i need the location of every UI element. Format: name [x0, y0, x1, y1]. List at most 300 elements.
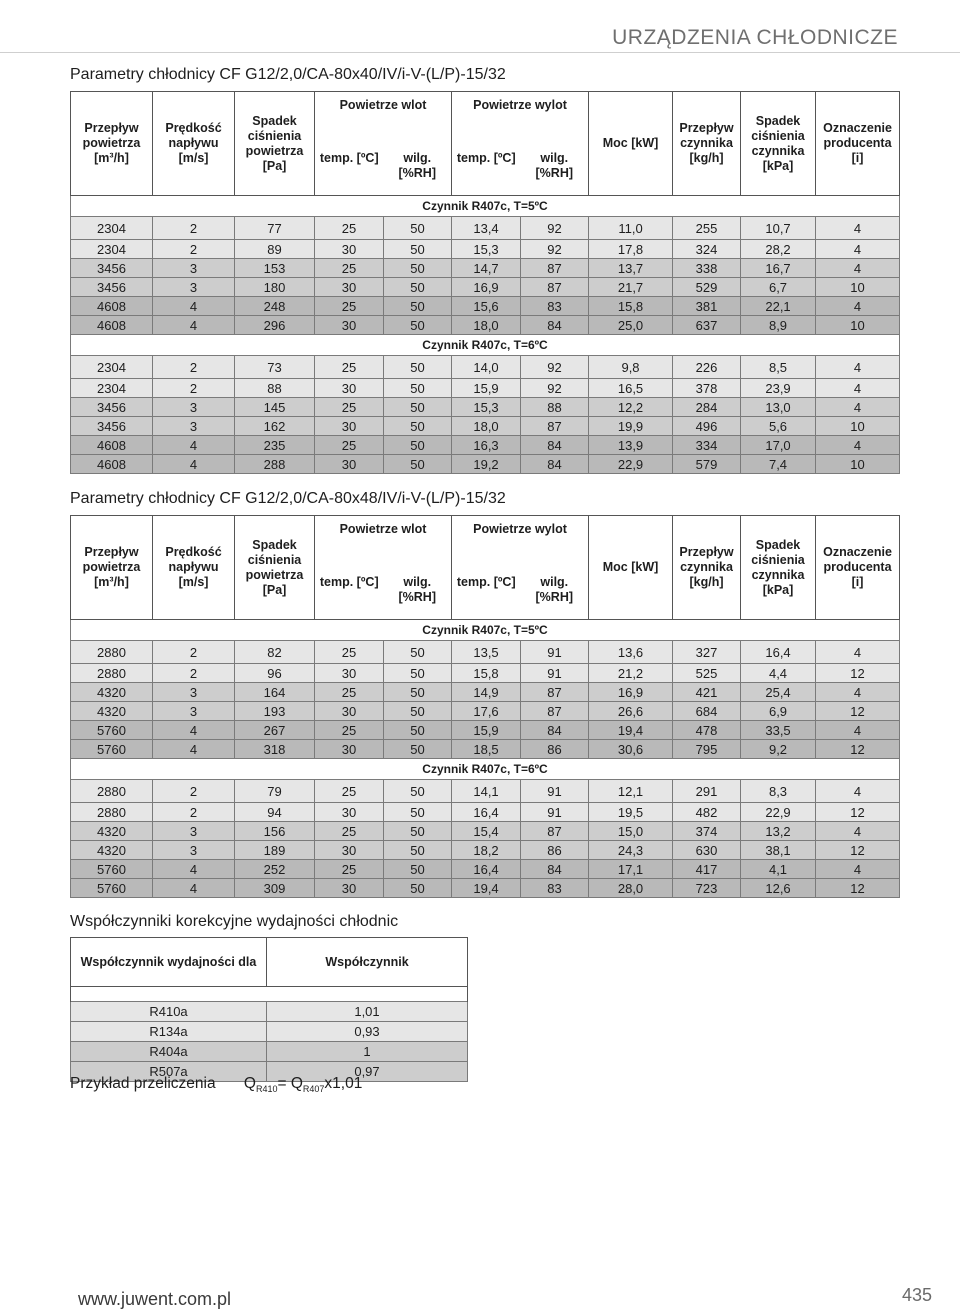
table-cell: 50: [384, 841, 452, 860]
table-cell: 30: [315, 702, 384, 721]
cooler-params-table-1: [70, 91, 900, 474]
table-cell: 30: [315, 841, 384, 860]
table-cell: 10,7: [741, 217, 816, 240]
table-cell: 15,9: [452, 721, 521, 740]
table-cell: 12,2: [589, 398, 673, 417]
footer-url: www.juwent.com.pl: [78, 1289, 232, 1309]
table-cell: 15,4: [452, 822, 521, 841]
table-cell: 21,7: [589, 278, 673, 297]
table-cell: 88: [521, 398, 589, 417]
table-cell: 12: [816, 841, 900, 860]
table-cell: 25: [315, 356, 384, 379]
table-cell: 22,1: [741, 297, 816, 316]
table-cell: 30: [315, 240, 384, 259]
table1-title: Parametry chłodnicy CF G12/2,0/CA-80x40/IV/i-V-(L/P)-15/32: [70, 66, 506, 83]
table-row: [71, 683, 900, 702]
table-cell: 16,7: [741, 259, 816, 278]
table-cell: 374: [673, 822, 741, 841]
table-cell: 25: [315, 259, 384, 278]
table-cell: 84: [521, 436, 589, 455]
table-cell: 4: [153, 297, 235, 316]
table-cell: 417: [673, 860, 741, 879]
table-cell: 50: [384, 664, 452, 683]
table-cell: 338: [673, 259, 741, 278]
col-pressure-drop-air: Spadek ciśnienia powietrza [Pa]: [235, 516, 315, 620]
table-cell: 4608: [71, 455, 153, 474]
table-cell: 83: [521, 297, 589, 316]
table-cell: 73: [235, 356, 315, 379]
table-cell: 50: [384, 780, 452, 803]
table-cell: 84: [521, 860, 589, 879]
table-cell: 87: [521, 702, 589, 721]
table-cell: 5760: [71, 740, 153, 759]
col-power: Moc [kW]: [589, 92, 673, 196]
col-air-in-humidity: wilg. [%RH]: [384, 569, 452, 620]
col-power: Moc [kW]: [589, 516, 673, 620]
table-cell: 4: [816, 436, 900, 455]
table-cell: 50: [384, 417, 452, 436]
col-air-out-temp: temp. [ºC]: [452, 145, 521, 196]
table-cell: 4: [816, 780, 900, 803]
table-cell: 14,0: [452, 356, 521, 379]
table-cell: 4: [816, 721, 900, 740]
correction-factors-table: [70, 937, 468, 1082]
table-cell: 3456: [71, 417, 153, 436]
refrigerant-name: R410a: [71, 1002, 267, 1022]
table-cell: 50: [384, 316, 452, 335]
col-refrigerant: Współczynnik wydajności dla: [71, 938, 267, 987]
table-cell: 4: [816, 356, 900, 379]
table-cell: 2: [153, 356, 235, 379]
table-cell: 50: [384, 803, 452, 822]
table-cell: 13,0: [741, 398, 816, 417]
table-cell: 17,1: [589, 860, 673, 879]
table-cell: 10: [816, 455, 900, 474]
table-cell: 50: [384, 740, 452, 759]
table-row: [71, 240, 900, 259]
table-cell: 3456: [71, 398, 153, 417]
table-cell: 482: [673, 803, 741, 822]
table-row: [71, 259, 900, 278]
table-cell: 79: [235, 780, 315, 803]
table-cell: 18,0: [452, 417, 521, 436]
table-cell: 6,7: [741, 278, 816, 297]
table-cell: 9,2: [741, 740, 816, 759]
table-cell: 12: [816, 879, 900, 898]
table-cell: 91: [521, 664, 589, 683]
table-cell: 28,2: [741, 240, 816, 259]
table-cell: 25: [315, 822, 384, 841]
table-cell: 91: [521, 780, 589, 803]
table-cell: 16,4: [741, 641, 816, 664]
table-cell: 50: [384, 217, 452, 240]
table-cell: 30: [315, 316, 384, 335]
table-cell: 30: [315, 417, 384, 436]
factor-value: 1: [267, 1042, 468, 1062]
table-cell: 378: [673, 379, 741, 398]
table-cell: 50: [384, 822, 452, 841]
table-cell: 25,4: [741, 683, 816, 702]
col-air-flow: Przepływ powietrza [m³/h]: [71, 92, 153, 196]
table-cell: 4608: [71, 436, 153, 455]
table-cell: 2304: [71, 240, 153, 259]
refrigerant-name: R134a: [71, 1022, 267, 1042]
table-cell: 13,2: [741, 822, 816, 841]
table-cell: 30,6: [589, 740, 673, 759]
table-cell: 284: [673, 398, 741, 417]
table-cell: 4320: [71, 702, 153, 721]
table-cell: 96: [235, 664, 315, 683]
table-cell: 3456: [71, 259, 153, 278]
col-refrigerant-flow: Przepływ czynnika [kg/h]: [673, 92, 741, 196]
table-row: [71, 356, 900, 379]
col-air-out: Powietrze wylot: [452, 92, 589, 146]
col-air-in-temp: temp. [ºC]: [315, 569, 384, 620]
table-cell: 723: [673, 879, 741, 898]
table-cell: 19,5: [589, 803, 673, 822]
table-cell: 30: [315, 379, 384, 398]
table-cell: 248: [235, 297, 315, 316]
table-cell: 30: [315, 455, 384, 474]
table-cell: 28,0: [589, 879, 673, 898]
table-cell: 10: [816, 316, 900, 335]
table-cell: 87: [521, 822, 589, 841]
table-cell: 4: [816, 217, 900, 240]
table-cell: 4320: [71, 822, 153, 841]
table-cell: 30: [315, 879, 384, 898]
table2-title: Parametry chłodnicy CF G12/2,0/CA-80x48/IV/i-V-(L/P)-15/32: [70, 490, 506, 507]
table-cell: 193: [235, 702, 315, 721]
table-cell: 3: [153, 822, 235, 841]
table-cell: 84: [521, 721, 589, 740]
table-cell: 17,6: [452, 702, 521, 721]
table-cell: 2: [153, 780, 235, 803]
table-cell: 15,0: [589, 822, 673, 841]
table-cell: 496: [673, 417, 741, 436]
table-cell: 2: [153, 240, 235, 259]
table-cell: 4: [153, 879, 235, 898]
table-cell: 84: [521, 316, 589, 335]
table-cell: 2: [153, 664, 235, 683]
factor-value: 0,97: [267, 1062, 468, 1082]
table-cell: 50: [384, 455, 452, 474]
table-cell: 25: [315, 641, 384, 664]
correction-title: Współczynniki korekcyjne wydajności chłodnic: [70, 913, 399, 930]
col-velocity: Prędkość napływu [m/s]: [153, 516, 235, 620]
table-cell: 4: [153, 721, 235, 740]
table-cell: 12,1: [589, 780, 673, 803]
table-cell: 87: [521, 683, 589, 702]
table-cell: 15,6: [452, 297, 521, 316]
table-cell: 421: [673, 683, 741, 702]
col-refrigerant-flow: Przepływ czynnika [kg/h]: [673, 516, 741, 620]
table-cell: 5,6: [741, 417, 816, 436]
table-cell: 13,4: [452, 217, 521, 240]
table-cell: 4: [816, 683, 900, 702]
table-cell: 16,9: [452, 278, 521, 297]
table-cell: 630: [673, 841, 741, 860]
table-cell: 15,9: [452, 379, 521, 398]
table-cell: 50: [384, 259, 452, 278]
table-cell: 5760: [71, 879, 153, 898]
table-cell: 86: [521, 841, 589, 860]
table-cell: 16,4: [452, 860, 521, 879]
table-cell: 2: [153, 803, 235, 822]
table-cell: 25: [315, 860, 384, 879]
table-cell: 12,6: [741, 879, 816, 898]
table-cell: 252: [235, 860, 315, 879]
table-cell: 50: [384, 379, 452, 398]
table-row: [71, 278, 900, 297]
table-cell: 145: [235, 398, 315, 417]
table-cell: 86: [521, 740, 589, 759]
table-cell: 92: [521, 356, 589, 379]
table-cell: 4: [153, 436, 235, 455]
table-cell: 30: [315, 803, 384, 822]
table-cell: 18,2: [452, 841, 521, 860]
table-row: [71, 297, 900, 316]
table-cell: 82: [235, 641, 315, 664]
table-cell: 6,9: [741, 702, 816, 721]
table-cell: 4: [816, 398, 900, 417]
table-cell: 94: [235, 803, 315, 822]
table-row: [71, 803, 900, 822]
table-cell: 83: [521, 879, 589, 898]
table-cell: 2304: [71, 356, 153, 379]
table-row: [71, 455, 900, 474]
table-cell: 50: [384, 860, 452, 879]
page-number: 435: [902, 1285, 933, 1305]
table-cell: 18,0: [452, 316, 521, 335]
table-cell: 17,8: [589, 240, 673, 259]
table-cell: 25: [315, 436, 384, 455]
refrigerant-name: R404a: [71, 1042, 267, 1062]
table-cell: 4,4: [741, 664, 816, 683]
table-cell: 10: [816, 278, 900, 297]
table-cell: 4: [816, 259, 900, 278]
table-cell: 25,0: [589, 316, 673, 335]
page-header-title: URZĄDZENIA CHŁODNICZE: [612, 26, 898, 49]
table-cell: 637: [673, 316, 741, 335]
table-cell: 4,1: [741, 860, 816, 879]
table-cell: 25: [315, 780, 384, 803]
table-cell: 235: [235, 436, 315, 455]
table-cell: 291: [673, 780, 741, 803]
table-cell: 15,3: [452, 398, 521, 417]
col-pressure-drop-refrigerant: Spadek ciśnienia czynnika [kPa]: [741, 516, 816, 620]
table-cell: 92: [521, 217, 589, 240]
table-cell: 16,4: [452, 803, 521, 822]
table-cell: 3: [153, 702, 235, 721]
table-cell: 25: [315, 683, 384, 702]
header-spacer: [71, 987, 468, 1002]
table-row: [71, 841, 900, 860]
table-cell: 21,2: [589, 664, 673, 683]
table-cell: 18,5: [452, 740, 521, 759]
table-cell: 26,6: [589, 702, 673, 721]
example-label: Przykład przeliczenia: [70, 1075, 216, 1092]
table-cell: 91: [521, 641, 589, 664]
table-cell: 12: [816, 664, 900, 683]
table-cell: 33,5: [741, 721, 816, 740]
table-cell: 89: [235, 240, 315, 259]
table-cell: 4608: [71, 297, 153, 316]
col-pressure-drop-air: Spadek ciśnienia powietrza [Pa]: [235, 92, 315, 196]
table-cell: 24,3: [589, 841, 673, 860]
col-air-in: Powietrze wlot: [315, 516, 452, 570]
table-row: [71, 1002, 468, 1022]
factor-value: 0,93: [267, 1022, 468, 1042]
table-cell: 50: [384, 879, 452, 898]
table-row: [71, 1042, 468, 1062]
table-cell: 15,8: [452, 664, 521, 683]
example-formula: $Q_{R410}= Q_{R407}x1,01$: [243, 1075, 363, 1095]
col-air-out: Powietrze wylot: [452, 516, 589, 570]
table-cell: 296: [235, 316, 315, 335]
table-cell: 19,9: [589, 417, 673, 436]
table-cell: 22,9: [589, 455, 673, 474]
table-cell: 309: [235, 879, 315, 898]
table-row: [71, 879, 900, 898]
table-cell: 19,2: [452, 455, 521, 474]
table-cell: 50: [384, 683, 452, 702]
refrigerant-group-label: Czynnik R407c, T=5ºC: [71, 620, 900, 641]
table-cell: 12: [816, 803, 900, 822]
table-cell: 288: [235, 455, 315, 474]
table-cell: 50: [384, 297, 452, 316]
table-cell: 14,9: [452, 683, 521, 702]
table-cell: 684: [673, 702, 741, 721]
table-cell: 7,4: [741, 455, 816, 474]
table-cell: 9,8: [589, 356, 673, 379]
cooler-params-table-2: [70, 515, 900, 898]
table-cell: 4: [153, 860, 235, 879]
table-row: [71, 702, 900, 721]
table-cell: 267: [235, 721, 315, 740]
table-cell: 87: [521, 259, 589, 278]
table-cell: 4: [153, 455, 235, 474]
table-cell: 16,5: [589, 379, 673, 398]
table-cell: 25: [315, 217, 384, 240]
table-cell: 50: [384, 702, 452, 721]
table-cell: 153: [235, 259, 315, 278]
col-air-out-humidity: wilg. [%RH]: [521, 145, 589, 196]
table-cell: 10: [816, 417, 900, 436]
col-manufacturer-code: Oznaczenie producenta [i]: [816, 516, 900, 620]
table-cell: 91: [521, 803, 589, 822]
table-cell: 92: [521, 240, 589, 259]
table-cell: 4: [816, 822, 900, 841]
table-cell: 84: [521, 455, 589, 474]
table-cell: 2880: [71, 780, 153, 803]
table-cell: 3: [153, 398, 235, 417]
table-cell: 13,5: [452, 641, 521, 664]
col-air-in-humidity: wilg. [%RH]: [384, 145, 452, 196]
table-cell: 324: [673, 240, 741, 259]
table-cell: 38,1: [741, 841, 816, 860]
table-cell: 50: [384, 398, 452, 417]
table-cell: 3: [153, 278, 235, 297]
col-air-out-temp: temp. [ºC]: [452, 569, 521, 620]
table-row: [71, 780, 900, 803]
table-cell: 11,0: [589, 217, 673, 240]
table-cell: 16,3: [452, 436, 521, 455]
col-manufacturer-code: Oznaczenie producenta [i]: [816, 92, 900, 196]
table-cell: 525: [673, 664, 741, 683]
col-air-flow: Przepływ powietrza [m³/h]: [71, 516, 153, 620]
table-cell: 2880: [71, 803, 153, 822]
table-row: [71, 417, 900, 436]
table-cell: 3456: [71, 278, 153, 297]
table-cell: 25: [315, 297, 384, 316]
table-cell: 4: [816, 860, 900, 879]
table-row: [71, 664, 900, 683]
table-cell: 15,8: [589, 297, 673, 316]
table-cell: 4: [816, 240, 900, 259]
table-cell: 2304: [71, 379, 153, 398]
table-cell: 50: [384, 436, 452, 455]
table-cell: 2: [153, 379, 235, 398]
table-cell: 3: [153, 259, 235, 278]
table-row: [71, 398, 900, 417]
table-cell: 4: [816, 297, 900, 316]
factor-value: 1,01: [267, 1002, 468, 1022]
table-cell: 50: [384, 278, 452, 297]
table-cell: 19,4: [452, 879, 521, 898]
col-air-in: Powietrze wlot: [315, 92, 452, 146]
table-cell: 17,0: [741, 436, 816, 455]
refrigerant-name: R507a: [71, 1062, 267, 1082]
table-cell: 2880: [71, 641, 153, 664]
table-cell: 255: [673, 217, 741, 240]
table-cell: 529: [673, 278, 741, 297]
col-velocity: Prędkość napływu [m/s]: [153, 92, 235, 196]
table-cell: 2880: [71, 664, 153, 683]
table-cell: 318: [235, 740, 315, 759]
table-cell: 25: [315, 398, 384, 417]
table-cell: 327: [673, 641, 741, 664]
table-row: [71, 641, 900, 664]
table-cell: 5760: [71, 721, 153, 740]
table-row: [71, 860, 900, 879]
table-cell: 50: [384, 641, 452, 664]
refrigerant-group-label: Czynnik R407c, T=6ºC: [71, 335, 900, 356]
table-row: [71, 1022, 468, 1042]
table-cell: 50: [384, 240, 452, 259]
table-cell: 4: [816, 379, 900, 398]
table-row: [71, 822, 900, 841]
table-cell: 50: [384, 721, 452, 740]
table-cell: 14,7: [452, 259, 521, 278]
table-row: [71, 721, 900, 740]
table-cell: 180: [235, 278, 315, 297]
table-cell: 87: [521, 278, 589, 297]
table-cell: 14,1: [452, 780, 521, 803]
table-cell: 13,7: [589, 259, 673, 278]
table-cell: 226: [673, 356, 741, 379]
table-cell: 478: [673, 721, 741, 740]
table-cell: 12: [816, 740, 900, 759]
table-cell: 4: [816, 641, 900, 664]
col-pressure-drop-refrigerant: Spadek ciśnienia czynnika [kPa]: [741, 92, 816, 196]
table-cell: 2: [153, 217, 235, 240]
table-cell: 30: [315, 664, 384, 683]
table-cell: 13,6: [589, 641, 673, 664]
table-cell: 3: [153, 683, 235, 702]
table-cell: 88: [235, 379, 315, 398]
table-cell: 30: [315, 740, 384, 759]
table-cell: 5760: [71, 860, 153, 879]
